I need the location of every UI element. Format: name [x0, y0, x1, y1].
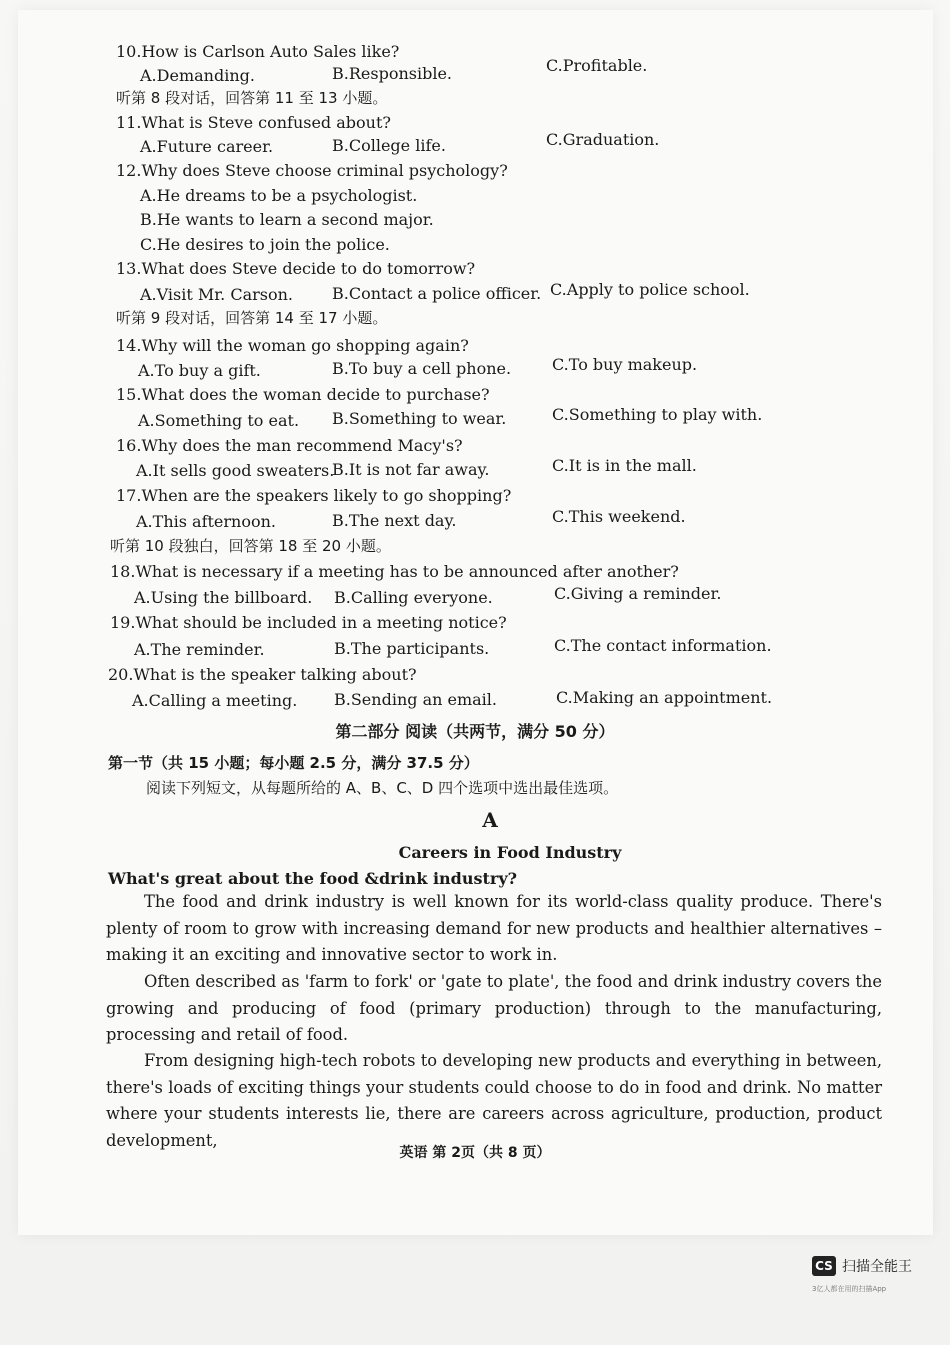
- question-19-option-c: C.The contact information.: [554, 636, 772, 655]
- section-1-heading: 第一节（共 15 小题；每小题 2.5 分，满分 37.5 分）: [108, 754, 479, 772]
- question-14-stem: 14.Why will the woman go shopping again?: [116, 336, 469, 355]
- question-17-option-a: A.This afternoon.: [136, 512, 276, 531]
- scanner-tagline: 3亿人都在用的扫描App: [812, 1285, 887, 1293]
- question-12-stem: 12.Why does Steve choose criminal psychology?: [116, 161, 508, 180]
- question-15-option-b: B.Something to wear.: [332, 409, 507, 428]
- listening-segment-8-header: 听第 8 段对话，回答第 11 至 13 小题。: [116, 89, 388, 107]
- question-18-option-c: C.Giving a reminder.: [554, 584, 722, 603]
- question-12-option-c: C.He desires to join the police.: [140, 235, 390, 254]
- question-13-option-a: A.Visit Mr. Carson.: [140, 285, 293, 304]
- question-14-option-a: A.To buy a gift.: [138, 361, 261, 380]
- question-15-option-c: C.Something to play with.: [552, 405, 763, 424]
- article-letter: A: [482, 808, 498, 832]
- question-19-stem: 19.What should be included in a meeting notice?: [110, 613, 507, 632]
- part-2-title: 第二部分 阅读（共两节，满分 50 分）: [335, 722, 615, 741]
- article-paragraph-1: The food and drink industry is well known for its world-class quality produce. There's plenty of room to grow with increasing demand for new products and healthier alternatives – making it an exciting and innovative sector to work in.: [106, 892, 882, 964]
- article-paragraph-3: From designing high-tech robots to developing new products and everything in between, there's loads of exciting things your students could choose to do in food and drink. No matter where your students interests lie, there are careers across agriculture, production, product development,: [106, 1051, 882, 1150]
- question-10-option-a: A.Demanding.: [140, 66, 255, 85]
- question-10-option-c: C.Profitable.: [546, 56, 648, 75]
- question-11-stem: 11.What is Steve confused about?: [116, 113, 391, 132]
- question-10-option-b: B.Responsible.: [332, 64, 452, 83]
- article-paragraph-2: Often described as 'farm to fork' or 'gate to plate', the food and drink industry covers the growing and producing of food (primary production) through to the manufacturing, processing and retail of food.: [106, 972, 882, 1044]
- question-20-option-a: A.Calling a meeting.: [132, 691, 298, 710]
- question-16-stem: 16.Why does the man recommend Macy's?: [116, 436, 463, 455]
- question-18-stem: 18.What is necessary if a meeting has to be announced after another?: [110, 562, 679, 581]
- question-14-option-b: B.To buy a cell phone.: [332, 359, 512, 378]
- cs-logo-icon: CS: [812, 1256, 836, 1276]
- question-17-option-b: B.The next day.: [332, 511, 457, 530]
- listening-segment-9-header: 听第 9 段对话，回答第 14 至 17 小题。: [116, 309, 388, 327]
- question-10-stem: 10.How is Carlson Auto Sales like?: [116, 42, 400, 61]
- question-11-option-b: B.College life.: [332, 136, 446, 155]
- question-16-option-b: B.It is not far away.: [332, 460, 490, 479]
- question-16-option-a: A.It sells good sweaters.: [136, 461, 335, 480]
- article-title: Careers in Food Industry: [398, 843, 622, 862]
- scanner-app-name: 扫描全能王: [842, 1259, 912, 1275]
- question-12-option-b: B.He wants to learn a second major.: [140, 210, 434, 229]
- scanner-watermark: [812, 1256, 912, 1276]
- question-18-option-b: B.Calling everyone.: [334, 588, 493, 607]
- question-20-option-c: C.Making an appointment.: [556, 688, 773, 707]
- question-16-option-c: C.It is in the mall.: [552, 456, 697, 475]
- question-11-option-a: A.Future career.: [140, 137, 274, 156]
- question-14-option-c: C.To buy makeup.: [552, 355, 698, 374]
- question-13-option-c: C.Apply to police school.: [550, 280, 750, 299]
- question-15-stem: 15.What does the woman decide to purchase?: [116, 385, 490, 404]
- question-13-stem: 13.What does Steve decide to do tomorrow?: [116, 259, 476, 278]
- question-18-option-a: A.Using the billboard.: [134, 588, 313, 607]
- listening-segment-10-header: 听第 10 段独白，回答第 18 至 20 小题。: [110, 537, 391, 555]
- question-17-stem: 17.When are the speakers likely to go shopping?: [116, 486, 512, 505]
- section-1-instruction: 阅读下列短文，从每题所给的 A、B、C、D 四个选项中选出最佳选项。: [146, 779, 619, 797]
- question-11-option-c: C.Graduation.: [546, 130, 660, 149]
- question-20-option-b: B.Sending an email.: [334, 690, 497, 709]
- question-19-option-b: B.The participants.: [334, 639, 490, 658]
- question-17-option-c: C.This weekend.: [552, 507, 686, 526]
- question-19-option-a: A.The reminder.: [134, 640, 265, 659]
- question-13-option-b: B.Contact a police officer.: [332, 284, 542, 303]
- question-20-stem: 20.What is the speaker talking about?: [108, 665, 417, 684]
- article-subheading: What's great about the food &drink industry?: [108, 869, 517, 888]
- question-12-option-a: A.He dreams to be a psychologist.: [140, 186, 418, 205]
- page-footer: 英语 第 2页（共 8 页）: [399, 1145, 551, 1161]
- question-15-option-a: A.Something to eat.: [138, 411, 300, 430]
